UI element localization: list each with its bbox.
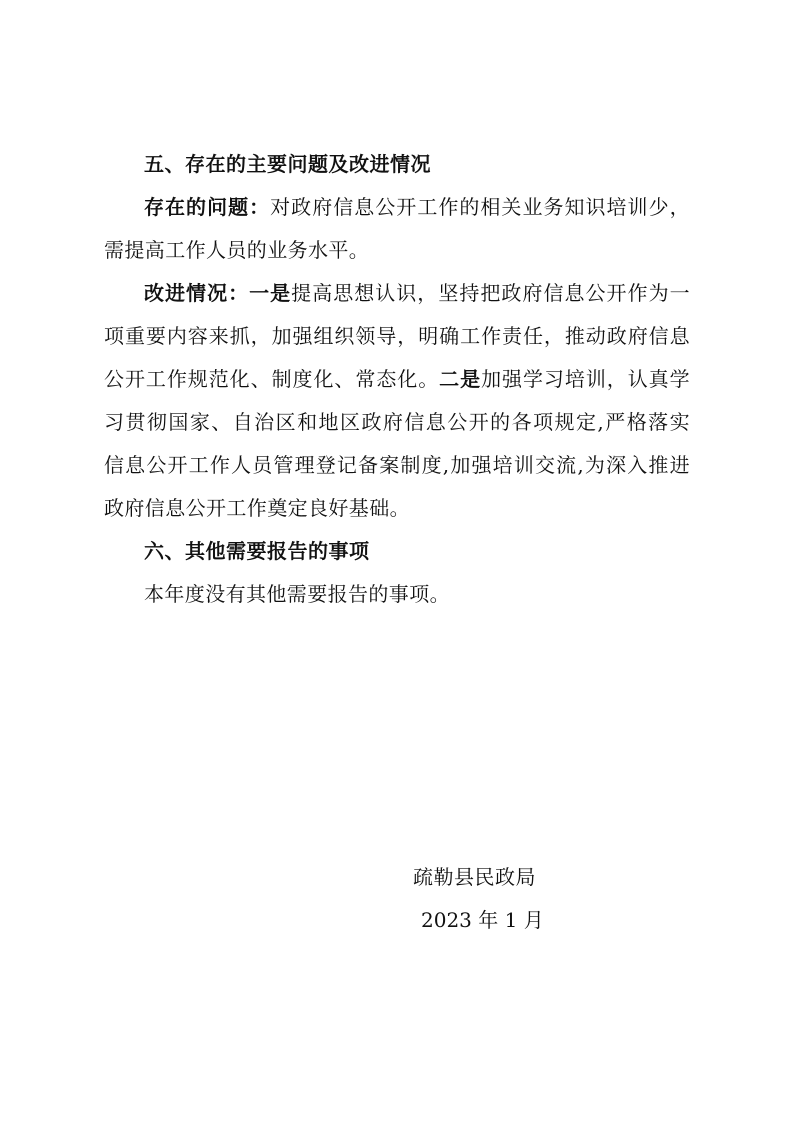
section-6-heading: 六、其他需要报告的事项 — [144, 539, 370, 563]
problem-paragraph-line-1 — [144, 193, 690, 221]
improve-paragraph-line-3 — [104, 365, 690, 393]
improve-paragraph-line-4: 习贯彻国家、自治区和地区政府信息公开的各项规定,严格落实 — [104, 410, 690, 434]
improve-text-3b: 加强学习培训，认真学 — [481, 367, 690, 391]
section-6-body: 本年度没有其他需要报告的事项。 — [144, 582, 450, 606]
improve-second-lead: 二是 — [439, 367, 482, 391]
problem-text-1: 对政府信息公开工作的相关业务知识培训少， — [270, 195, 690, 219]
signature-date: 2023 年 1 月 — [421, 908, 544, 932]
signature-org: 疏勒县民政局 — [413, 865, 536, 889]
section-5-heading: 五、存在的主要问题及改进情况 — [144, 152, 431, 176]
improve-paragraph-line-2: 项重要内容来抓，加强组织领导，明确工作责任，推动政府信息 — [104, 324, 690, 348]
improve-paragraph-line-6: 政府信息公开工作奠定良好基础。 — [104, 496, 410, 520]
improve-text-1: 提高思想认识，坚持把政府信息公开作为一 — [291, 281, 690, 305]
improve-label: 改进情况： — [144, 281, 250, 305]
improve-first-lead: 一是 — [249, 281, 292, 305]
problem-paragraph-line-2: 需提高工作人员的业务水平。 — [104, 238, 370, 262]
improve-paragraph-line-1 — [144, 279, 690, 307]
improve-paragraph-line-5: 信息公开工作人员管理登记备案制度,加强培训交流,为深入推进 — [104, 453, 690, 477]
improve-text-3a: 公开工作规范化、制度化、常态化。 — [104, 367, 440, 391]
problem-label: 存在的问题： — [144, 195, 271, 219]
